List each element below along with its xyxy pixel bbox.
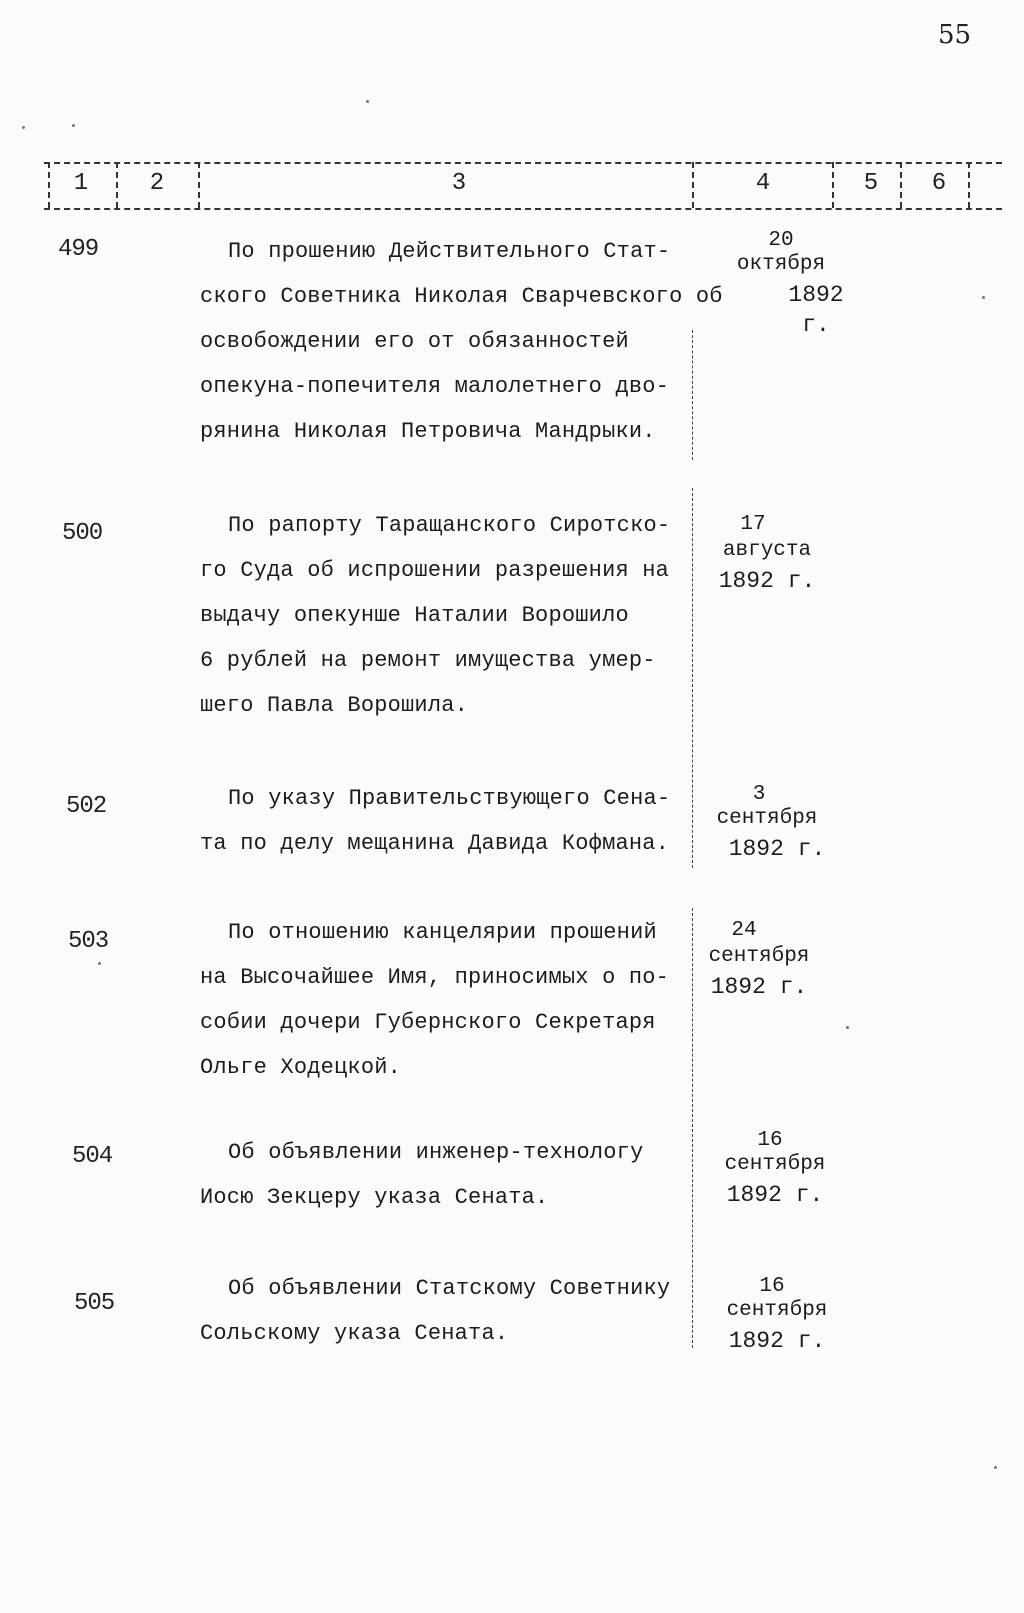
entry-date [684, 916, 834, 1002]
entry-line: Иосю Зекцеру указа Сената. [200, 1185, 549, 1210]
scan-speck [22, 126, 25, 129]
column-header-1: 1 [73, 170, 89, 197]
entry-line: шего Павла Ворошила. [200, 693, 469, 718]
date-day: 3 [752, 783, 766, 806]
date-month: сентября [724, 1153, 826, 1176]
entry-line: Ольге Ходецкой. [200, 1055, 402, 1080]
entry-line: на Высочайшее Имя, приносимых о по- [200, 965, 670, 990]
entry-number: 499 [58, 236, 99, 263]
column-header-6: 6 [931, 170, 947, 197]
date-year: 1892 г. [718, 568, 816, 594]
entry-line: рянина Николая Петровича Мандрыки. [200, 419, 656, 444]
entry-date [706, 226, 856, 340]
column-header-4: 4 [755, 170, 771, 197]
date-month: октября [736, 253, 826, 276]
entry-line: та по делу мещанина Давида Кофмана. [200, 831, 670, 856]
entry-line: го Суда об испрошении разрешения на [200, 558, 670, 583]
entry-number: 503 [68, 928, 109, 955]
entry-number: 505 [74, 1290, 115, 1317]
entry-line: выдачу опекунше Наталии Ворошило [200, 603, 629, 628]
entry-line: 6 рублей на ремонт имущества умер- [200, 648, 656, 673]
date-year: 1892 г. [728, 836, 826, 862]
scan-speck [982, 296, 985, 299]
column-separator [900, 162, 902, 208]
column-separator [832, 162, 834, 208]
entry-date [692, 510, 842, 596]
entry-line: Об объявлении инженер-технологу [228, 1140, 644, 1165]
entry-line: собии дочери Губернского Секретаря [200, 1010, 656, 1035]
scan-speck [846, 1026, 849, 1029]
entry-description [200, 776, 700, 866]
entry-number: 500 [62, 520, 103, 547]
column-header-5: 5 [863, 170, 879, 197]
date-year: 1892 г. [728, 1328, 826, 1354]
header-bottom-rule [44, 208, 1002, 210]
scan-speck [72, 124, 75, 127]
entry-line: По рапорту Таращанского Сиротско- [228, 513, 671, 538]
date-day: 20 [768, 229, 794, 252]
entry-description [200, 1266, 700, 1356]
entry-date [692, 780, 842, 864]
column-separator [692, 162, 694, 208]
entry-line: опекуна-попечителя малолетнего дво- [200, 374, 670, 399]
entry-line: По отношению канцелярии прошений [228, 920, 657, 945]
date-day: 16 [757, 1129, 783, 1152]
date-year: 1892 г. [710, 974, 808, 1000]
entry-number: 502 [66, 793, 107, 820]
date-month: сентября [708, 945, 810, 968]
scan-speck [366, 100, 369, 103]
page-number: 55 [938, 20, 972, 50]
entry-description [200, 503, 700, 728]
date-year: 1892 г. [788, 282, 844, 338]
entry-description [200, 229, 723, 454]
entry-line: По указу Правительствующего Сена- [228, 786, 671, 811]
date-day: 17 [740, 513, 766, 536]
entry-description [200, 1130, 700, 1220]
date-month: сентября [726, 1299, 828, 1322]
entry-line: Об объявлении Статскому Советнику [228, 1276, 671, 1301]
date-year: 1892 г. [726, 1182, 824, 1208]
column-header-3: 3 [451, 170, 467, 197]
entry-line: ского Советника Николая Сварчевского об [200, 284, 723, 309]
column-separator [198, 162, 200, 208]
column-header-2: 2 [149, 170, 165, 197]
column-separator [48, 162, 50, 208]
date-day: 24 [731, 919, 757, 942]
scan-speck [98, 962, 101, 965]
entry-line: По прошению Действительного Стат- [228, 239, 671, 264]
column-separator [116, 162, 118, 208]
entry-number: 504 [72, 1143, 113, 1170]
entry-date [700, 1126, 850, 1210]
date-month: сентября [716, 807, 818, 830]
scan-speck [994, 1466, 997, 1469]
date-month: августа [722, 539, 812, 562]
column-separator [968, 162, 970, 208]
entry-line: освобождении его от обязанностей [200, 329, 629, 354]
entry-line: Сольскому указа Сената. [200, 1321, 509, 1346]
entry-date [702, 1272, 852, 1356]
entry-description [200, 910, 700, 1090]
date-day: 16 [759, 1275, 785, 1298]
header-top-rule [44, 162, 1002, 164]
